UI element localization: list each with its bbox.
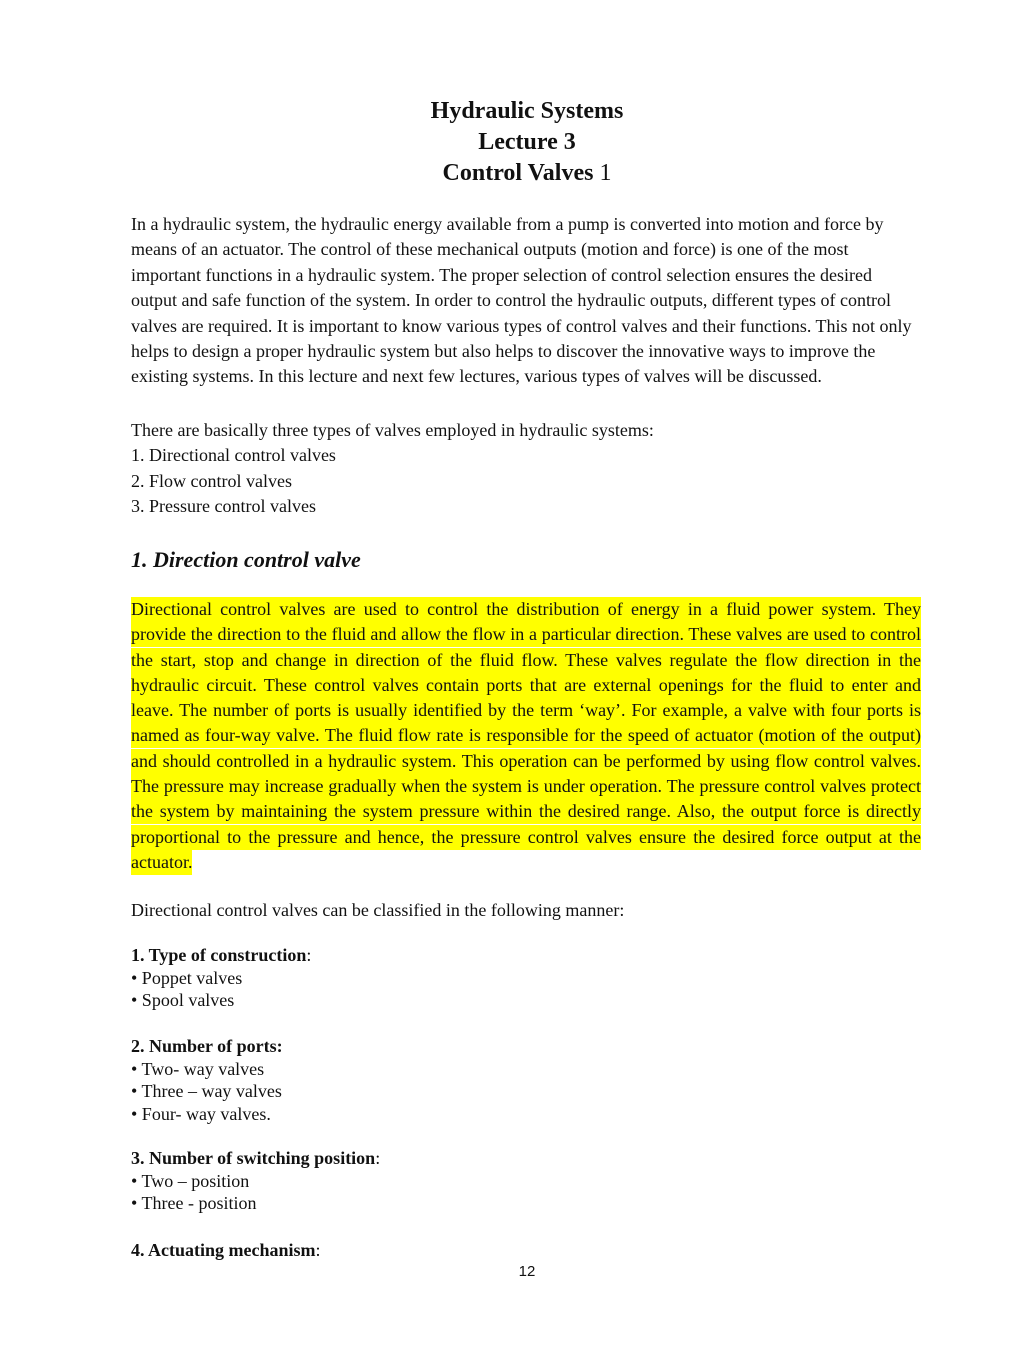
valve-types-list — [131, 418, 921, 520]
valve-type-item: 2. Flow control valves — [131, 470, 292, 491]
classification-group-ports — [131, 1035, 283, 1125]
list-item: • Two – position — [131, 1170, 250, 1191]
title-line-1: Hydraulic Systems — [430, 98, 624, 124]
group-heading-text: 4. Actuating mechanism — [131, 1240, 316, 1260]
group-heading-colon: : — [315, 1240, 321, 1260]
valve-type-item: 1. Directional control valves — [131, 445, 336, 466]
list-item: • Two- way valves — [131, 1058, 265, 1079]
highlighted-paragraph — [131, 597, 921, 875]
classification-group-actuating — [131, 1239, 321, 1262]
list-item: • Three - position — [131, 1193, 257, 1213]
section-heading: 1. Direction control valve — [131, 547, 361, 572]
list-item: • Spool valves — [131, 990, 235, 1010]
group-heading — [131, 1035, 283, 1058]
group-heading-text: 3. Number of switching position — [131, 1148, 376, 1168]
title-line-3 — [0, 158, 1024, 189]
group-heading — [131, 944, 311, 967]
highlighted-text: Directional control valves are used to control the distribution of energy in a fluid power system. They provide the direction to the fluid and allow the flow in a particular direction. These valves are used to control the start, stop and change in direction of the fluid flow. These valves regulate the flow direction in the hydraulic circuit. These control valves contain ports that are external openings for the fluid to enter and leave. The number of ports is usually identified by the term ‘way’. For example, a valve with four ports is named as four-way valve. The fluid flow rate is responsible for the speed of actuator (motion of the output) and should controlled in a hydraulic system. This operation can be performed by using flow control valves. The pressure may increase gradually when the system is under operation. The pressure control valves protect the system by maintaining the system pressure within the desired range. Also, the output force is directly proportional to the pressure and hence, the pressure control valves ensure the desired force output at the actuator. — [131, 597, 921, 875]
valve-type-item: 3. Pressure control valves — [131, 496, 316, 517]
classification-lead: Directional control valves can be classified in the following manner: — [131, 900, 625, 920]
group-heading — [131, 1239, 321, 1262]
group-heading-text: 2. Number of ports: — [131, 1036, 283, 1056]
classification-group-switching — [131, 1147, 380, 1215]
group-heading-text: 1. Type of construction — [131, 945, 307, 965]
page-number: 12 — [518, 1263, 536, 1280]
group-heading — [131, 1147, 380, 1170]
valve-types-lead: There are basically three types of valves employed in hydraulic systems: — [131, 420, 654, 440]
list-item: • Poppet valves — [131, 967, 243, 988]
title-line-2: Lecture 3 — [478, 129, 576, 155]
list-item: • Four- way valves. — [131, 1103, 271, 1124]
classification-group-construction — [131, 944, 311, 1012]
group-heading-colon: : — [306, 945, 312, 965]
document-title — [0, 96, 1024, 189]
intro-section — [131, 212, 921, 390]
title-line-3-text: Control Valves — [442, 160, 594, 186]
list-item: • Three – way valves — [131, 1081, 282, 1101]
title-line-3-number: 1 — [599, 160, 612, 186]
group-heading-colon: : — [375, 1148, 381, 1168]
intro-paragraph: In a hydraulic system, the hydraulic energy available from a pump is converted into motion and force by means of an actuator. The control of these mechanical outputs (motion and force) is one of the most important functions in a hydraulic system. The proper selection of control selection ensures the desired output and safe function of the system. In order to control the hydraulic outputs, different types of control valves are required. It is important to know various types of control valves and their functions. This not only helps to design a proper hydraulic system but also helps to discover the innovative ways to improve the existing systems. In this lecture and next few lectures, various types of valves will be discussed. — [131, 214, 912, 387]
